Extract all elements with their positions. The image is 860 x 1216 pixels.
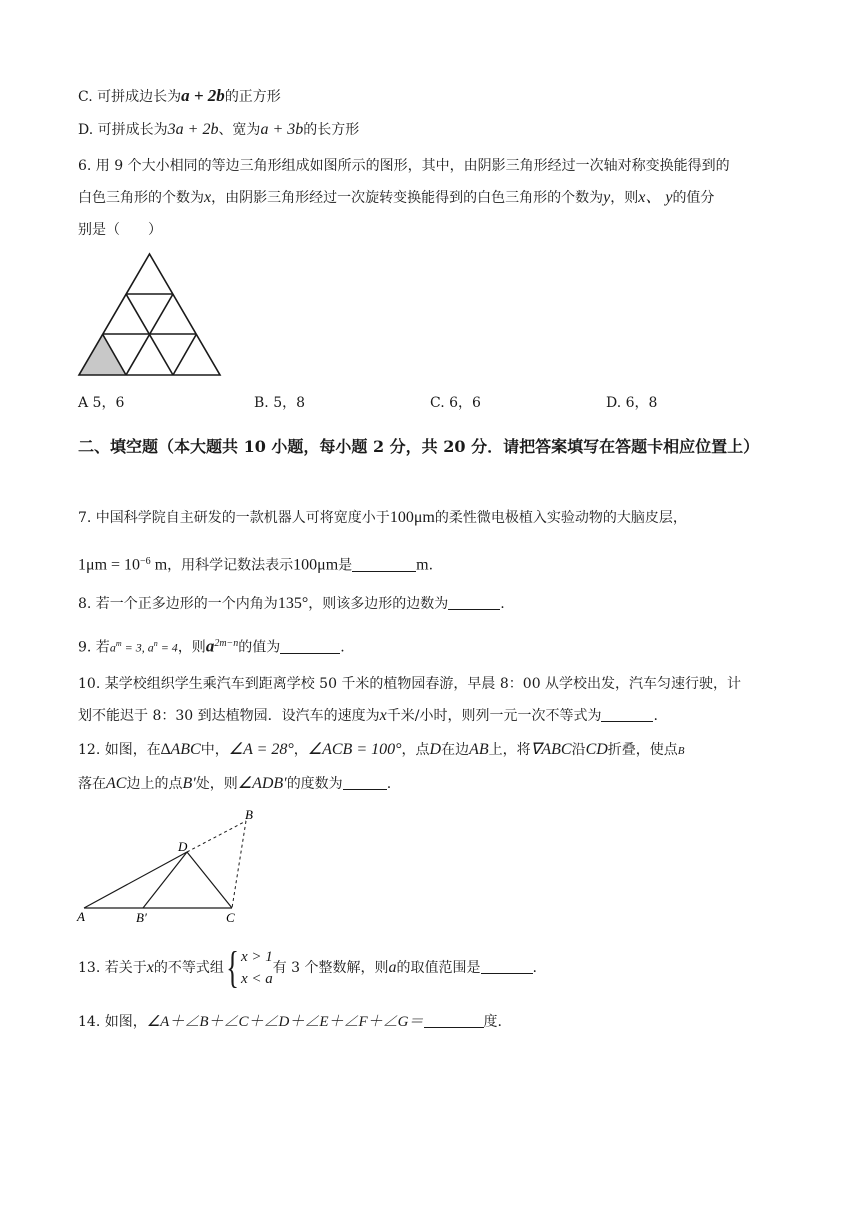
q13-text-b: 的不等式组 [153, 960, 224, 976]
q7-answer-blank[interactable] [352, 557, 416, 572]
q13-answer-blank[interactable] [481, 959, 533, 974]
option-d-suffix: 的长方形 [303, 122, 360, 138]
q9-text-c: 的值为 [238, 639, 281, 656]
q5-option-c [78, 86, 281, 107]
q10-period: . [653, 708, 658, 724]
q12-triangle: ∆ABC [160, 741, 201, 758]
q12-text-i: 落在 [78, 776, 106, 792]
q13-var-a: a [388, 959, 397, 976]
q8-text-a: 8. 若一个正多边形的一个内角为 [78, 596, 278, 612]
choice-c: C. 6，6 [430, 395, 481, 411]
q12-text-g: 沿 [571, 742, 586, 758]
q10-text-a: 划不能迟于 8：30 到达植物园．设汽车的速度为 [78, 708, 380, 724]
q7-unit-2: m [416, 556, 429, 574]
q12-answer-blank[interactable] [343, 775, 387, 790]
q7-text-d: 是 [338, 557, 353, 574]
q8-answer-blank[interactable] [448, 595, 500, 610]
q7-exponent: −6 [140, 556, 151, 567]
q9-period: . [340, 639, 345, 656]
q9-line [78, 634, 345, 658]
q8-text-b: ，则该多边形的边数为 [308, 596, 449, 612]
inequality-1: x > 1 [240, 949, 273, 965]
q6-line-2 [78, 188, 714, 208]
q12-text-a: 12. 如图，在 [78, 742, 161, 758]
q6-text-a: 白色三角形的个数为 [78, 190, 204, 206]
q10-line-2 [78, 706, 658, 726]
q8-angle: 135° [277, 595, 309, 612]
q12-text-j: 边上的点 [126, 776, 183, 792]
q14-text-b: 度. [483, 1014, 502, 1030]
q13-text-c: 有 3 个整数解，则 [272, 960, 389, 976]
q9-cond-m: m [115, 639, 122, 648]
q12-text-k: 处，则 [195, 776, 238, 792]
q12-text-h: 折叠，使点 [607, 742, 678, 758]
triangle-grid-figure [76, 250, 224, 380]
q7-value-2: 100μm [293, 556, 339, 574]
q12-triangle-2: ∇ABC [530, 741, 572, 758]
q7-line-2 [78, 552, 433, 576]
q6-text-c: ，则 [610, 190, 639, 206]
q7-value: 100μm [389, 509, 435, 526]
q12-text-c: ， [293, 742, 308, 758]
q12-point-b-prime: B′ [182, 775, 196, 792]
label-d: D [178, 839, 188, 854]
q8-line [78, 594, 505, 614]
system-brace-icon: { [226, 943, 239, 992]
q9-text-a: 9. 若 [78, 639, 110, 656]
q13-var-x: x [146, 959, 154, 976]
q9-expr-exponent: 2m−n [214, 638, 239, 649]
q7-unit: m [150, 556, 168, 574]
q12-angle-adb: ∠ADB′ [237, 775, 287, 792]
q9-cond-mid: = 3, a [121, 640, 154, 655]
q9-cond-n: n [153, 639, 158, 648]
q12-text-b: 中， [200, 742, 229, 758]
q10-text-b: 千米/小时，则列一元一次不等式为 [386, 708, 602, 724]
q5-option-d [78, 120, 359, 140]
q12-text-f: 上，将 [488, 742, 531, 758]
q7-equation: 1μm = 10 [78, 556, 141, 574]
q13-line [78, 944, 537, 994]
shaded-triangle [79, 334, 126, 375]
q9-cond-end: = 4 [157, 640, 178, 655]
option-d-width: a + 3b [260, 121, 304, 138]
inequality-2: x < a [240, 971, 273, 987]
q12-text-l: 的度数为 [286, 776, 343, 792]
q12-period: . [386, 776, 392, 792]
q12-line-2 [78, 774, 391, 794]
q13-text-a: 13. 若关于 [78, 960, 147, 976]
q9-text-b: ，则 [177, 639, 206, 656]
q12-angle-a: ∠A = 28° [228, 741, 294, 758]
option-d-length: 3a + 2b [167, 121, 219, 138]
q12-line-1 [78, 740, 685, 761]
q12-text-d: ，点 [401, 742, 430, 758]
q10-answer-blank[interactable] [601, 707, 653, 722]
choice-a: A 5，6 [78, 395, 125, 411]
q12-side-ac: AC [106, 775, 127, 792]
q7-text-c: ，用科学记数法表示 [167, 557, 294, 574]
q6-text-b: ，由阴影三角形经过一次旋转变换能得到的白色三角形的个数为 [211, 190, 604, 206]
option-d-text: D. 可拼成长为 [78, 122, 168, 138]
q10-var-x: x [379, 707, 387, 724]
q8-period: . [500, 596, 505, 612]
q7-text-b: 的柔性微电极植入实验动物的大脑皮层， [434, 510, 687, 526]
q12-segment-cd: CD [585, 741, 608, 758]
q12-point-b: B [677, 745, 685, 757]
q9-expr-base: a [205, 636, 215, 656]
label-b: B [245, 807, 253, 822]
q6-text-d: 的值分 [672, 190, 715, 206]
option-c-suffix: 的正方形 [224, 89, 281, 105]
var-xy: x、 y [638, 189, 673, 206]
q13-period: . [532, 960, 537, 976]
figure-solid-lines [84, 852, 232, 908]
option-c-expression: a + 2b [181, 86, 225, 105]
q12-angle-acb: ∠ACB = 100° [307, 741, 402, 758]
q6-line-1: 6. 用 9 个大小相同的等边三角形组成如图所示的图形，其中，由阴影三角形经过一次轴对称变换能得到的 [78, 158, 730, 174]
choice-d: D. 6，8 [606, 395, 658, 411]
figure-dashed-lines [187, 821, 246, 908]
q9-cond-a: a [109, 640, 116, 655]
option-d-mid: 、宽为 [218, 122, 261, 138]
label-c: C [226, 910, 235, 925]
q12-side-ab: AB [469, 741, 489, 758]
q9-answer-blank[interactable] [280, 639, 340, 654]
q12-text-e: 在边 [441, 742, 470, 758]
q12-point-d: D [429, 741, 442, 758]
option-c-text: C. 可拼成边长为 [78, 89, 182, 105]
q10-line-1: 10. 某学校组织学生乘汽车到距离学校 50 千米的植物园春游，早晨 8：00 从学校出发，汽车匀速行驶，计 [78, 676, 742, 692]
q14-text-a: 14. 如图， [78, 1014, 147, 1030]
section-2-heading: 二、填空题（本大题共 10 小题，每小题 2 分，共 20 分．请把答案填写在答题卡相应位置上） [78, 437, 760, 456]
q7-line-1 [78, 508, 687, 528]
q14-line [78, 1012, 502, 1032]
var-y: y [603, 189, 611, 206]
choice-b: B. 5，8 [254, 395, 306, 411]
q7-period: . [428, 557, 434, 574]
var-x: x [204, 189, 212, 206]
q13-text-d: 的取值范围是 [396, 960, 481, 976]
fold-triangle-figure [74, 804, 270, 926]
label-b-prime: B′ [136, 910, 147, 925]
q7-text-a: 7. 中国科学院自主研发的一款机器人可将宽度小于 [78, 510, 390, 526]
q14-expression: ∠A＋∠B＋∠C＋∠D＋∠E＋∠F＋∠G＝ [146, 1014, 424, 1030]
q14-answer-blank[interactable] [424, 1013, 484, 1028]
q6-line-3: 别是（ ） [78, 222, 162, 238]
label-a: A [77, 909, 85, 924]
inequality-system [241, 946, 273, 990]
